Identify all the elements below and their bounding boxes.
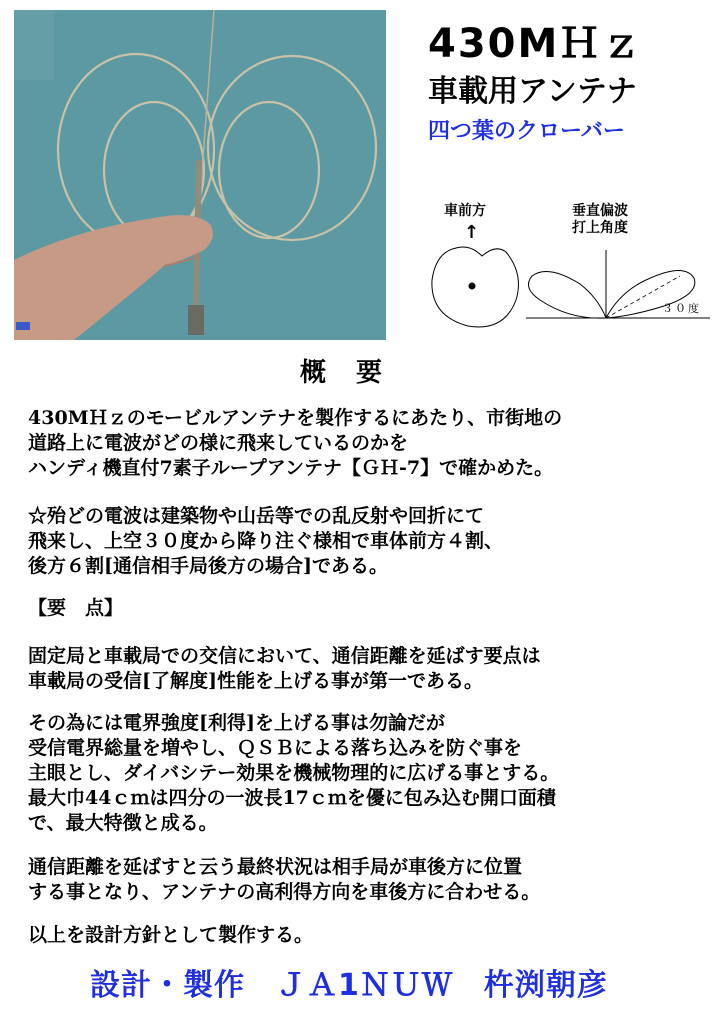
title-frequency: 430MＨｚ bbox=[428, 21, 644, 67]
lobe-left bbox=[528, 272, 606, 319]
vehicle-dot bbox=[469, 283, 476, 290]
paragraph-conclusion: 以上を設計方針として製作する。 bbox=[28, 924, 314, 946]
front-label: 車前方 bbox=[444, 203, 486, 219]
section-label-points: 【要 点】 bbox=[28, 597, 124, 619]
angle-label: ３０度 bbox=[662, 302, 701, 315]
antenna-photo bbox=[14, 10, 386, 340]
polar-label-line2: 打上角度 bbox=[572, 220, 628, 236]
page-heading: 概要 bbox=[300, 358, 413, 388]
paragraph-intro: 430MＨｚのモービルアンテナを製作するにあたり、市街地の 道路上に電波がどの様に飛来しているのかを ハンディ機直付7素子ループアンテナ【ＧＨ-7】で確かめた。 bbox=[28, 407, 563, 479]
paragraph-direction: 通信距離を延ばすと云う最終状況は相手局が車後方に位置 する事となり、アンテナの高利得方向を車後方に合わせる。 bbox=[28, 856, 541, 903]
author-credit: 設計・製作 ＪＡ1ＮＵＷ 杵渕朝彦 bbox=[90, 968, 608, 1003]
title-clover: 四つ葉のクローバー bbox=[428, 119, 625, 144]
title-vehicle-antenna: 車載用アンテナ bbox=[428, 74, 637, 109]
paragraph-observation: ☆殆どの電波は建築物や山岳等での乱反射や回折にて 飛来し、上空３０度から降り注ぐ様相で車体前方４割、 後方６割[通信相手局後方の場合]である。 bbox=[28, 505, 504, 577]
front-arrow: ↑ bbox=[464, 222, 480, 243]
paragraph-key-point: 固定局と車載局での交信において、通信距離を延ばす要点は 車載局の受信[了解度]性能を上げる事が第一である。 bbox=[28, 645, 541, 692]
polar-label-line1: 垂直偏波 bbox=[572, 203, 628, 219]
paragraph-method: その為には電界強度[利得]を上げる事は勿論だが 受信電界総量を増やし、ＱＳＢによる落ち込みを防ぐ事を 主眼とし、ダイバシテー効果を機械物理的に広げる事とする。 最大巾44ｃｍは四分の一波長17ｃｍを優に包み込む開口面積 で、最大特徴と成る。 bbox=[28, 712, 560, 834]
